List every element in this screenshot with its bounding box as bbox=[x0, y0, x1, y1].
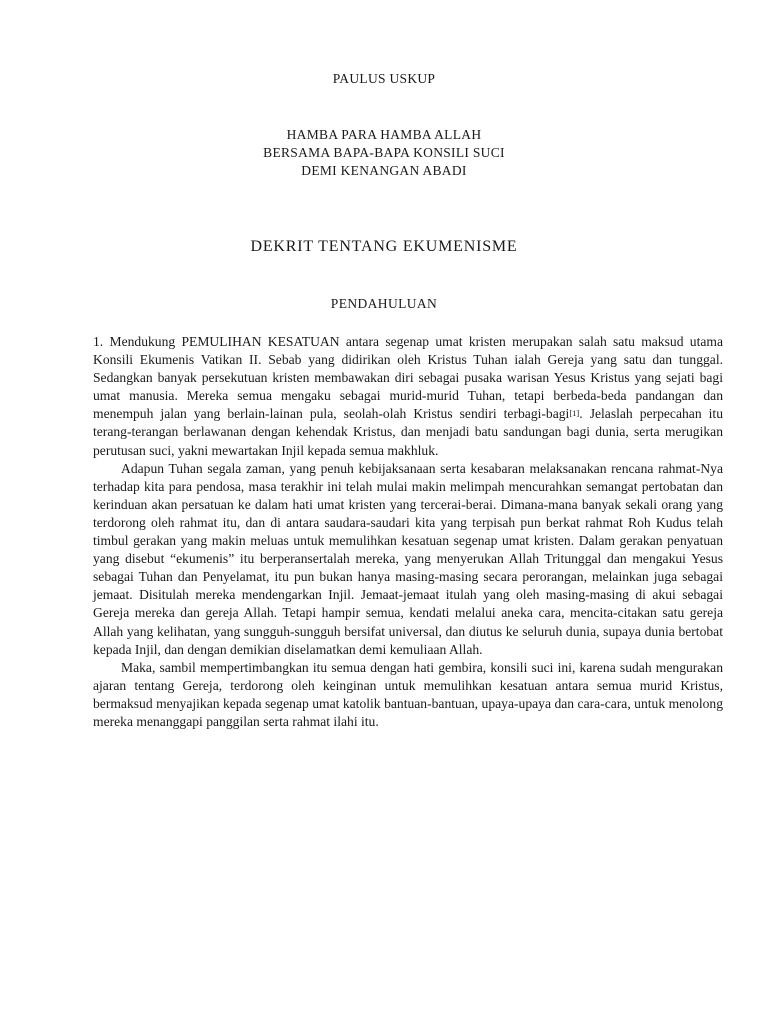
paragraph-3: Maka, sambil mempertimbangkan itu semua dengan hati gembira, konsili suci ini, karena sudah mengurakan ajaran tentang Gereja, terdorong oleh keinginan untuk memulihkan kesatuan antara semua murid Kristus, bermaksud menyajikan kepada segenap umat katolik bantuan-bantuan, upaya-upaya dan cara-cara, untuk menolong mereka menanggapi panggilan serta rahmat ilahi itu. bbox=[93, 659, 723, 729]
footnote-reference[interactable]: [1] bbox=[569, 408, 580, 419]
salutation-line: BERSAMA BAPA-BAPA KONSILI SUCI bbox=[263, 145, 505, 160]
body-text bbox=[93, 333, 723, 731]
author-heading: PAULUS USKUP bbox=[332, 71, 436, 86]
document-title: DEKRIT TENTANG EKUMENISME bbox=[250, 238, 518, 255]
section-heading: PENDAHULUAN bbox=[330, 296, 438, 311]
paragraph-2: Adapun Tuhan segala zaman, yang penuh kebijaksanaan serta kesabaran melaksanakan rencana rahmat-Nya terhadap kita para pendosa, masa terakhir ini telah mulai makin melimpah mencurahkan semangat pertobatan dan kerinduan akan persatuan ke dalam hati umat kristen yang tercerai-berai. Dimana-mana banyak sekali orang yang terdorong oleh rahmat itu, dan di antara saudara-saudari kita yang terpisah pun berkat rahmat Roh Kudus telah timbul gerakan yang makin meluas untuk memulihkan kesatuan segenap umat kristen. Dalam gerakan penyatuan yang disebut “ekumenis” itu berperansertalah mereka, yang menyerukan Allah Tritunggal dan mengakui Yesus sebagai Tuhan dan Penyelamat, itu pun bukan hanya masing-masing secara perorangan, melainkan juga sebagai jemaat. Disitulah mereka mendengarkan Injil. Jemaat-jemaat itulah yang oleh masing-masing di akui sebagai Gereja mereka dan gereja Allah. Tetapi hampir semua, kendati melalui aneka cara, mencita-citakan satu gereja Allah yang kelihatan, yang sungguh-sungguh bersifat universal, dan diutus ke seluruh dunia, supaya dunia bertobat kepada Injil, dan dengan demikian diselamatkan demi kemuliaan Allah. bbox=[93, 460, 723, 657]
paragraph-text: . Jelaslah perpecahan itu terang-terangan berlawanan dengan kehendak Kristus, dan menjadi batu sandungan bagi dunia, serta merugikan perutusan suci, yakni mewartakan Injil kepada semua makhluk. bbox=[93, 406, 724, 458]
salutation-line: HAMBA PARA HAMBA ALLAH bbox=[286, 127, 482, 142]
paragraph-1 bbox=[93, 333, 723, 460]
paragraph-text: 1. Mendukung PEMULIHAN KESATUAN antara segenap umat kristen merupakan salah satu maksud utama Konsili Ekumenis Vatikan II. Sebab yang didirikan oleh Kristus Tuhan ialah Gereja yang satu dan tunggal. Sedangkan banyak persekutuan kristen membawakan diri sebagai pusaka warisan Yesus Kristus yang sejati bagi umat manusia. Mereka semua mengaku sebagai murid-murid Tuhan, tetapi berbeda-beda pandangan dan menempuh jalan yang berlain-lainan pula, seolah-olah Kristus sendiri terbagi-bagi bbox=[93, 334, 723, 422]
salutation-block bbox=[0, 126, 768, 180]
salutation-line: DEMI KENANGAN ABADI bbox=[301, 163, 467, 178]
